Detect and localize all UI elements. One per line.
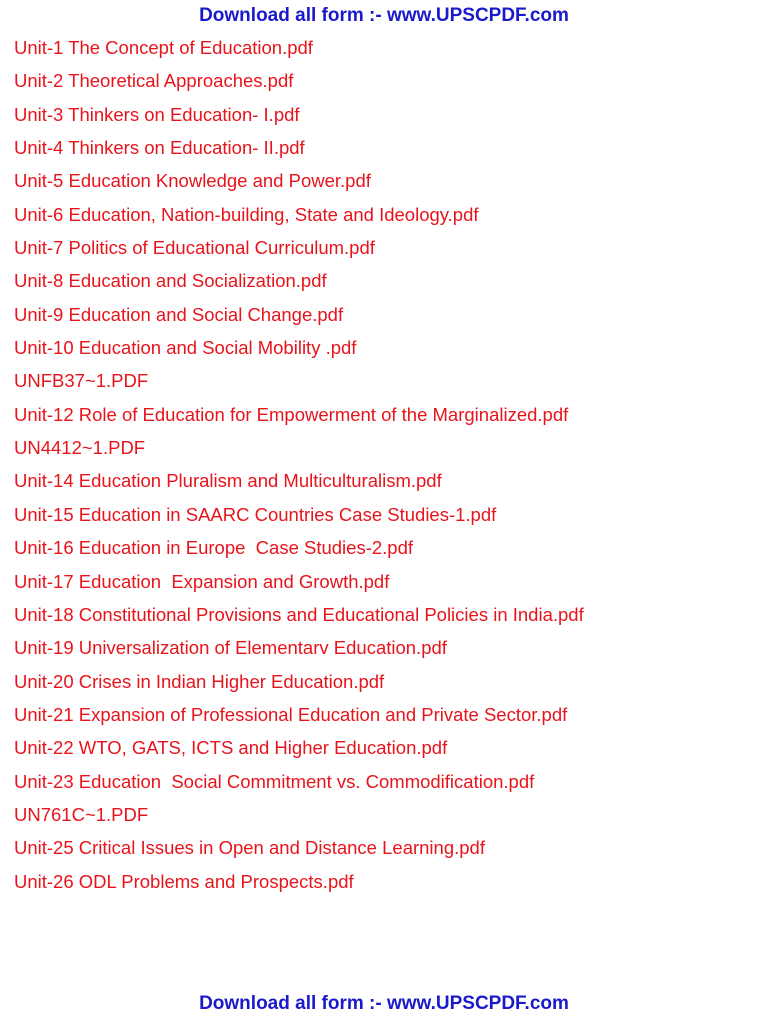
- file-link-unit-23[interactable]: Unit-23 Education Social Commitment vs. Commodification.pdf: [14, 770, 535, 792]
- file-link-un4412[interactable]: UN4412~1.PDF: [14, 437, 146, 459]
- file-link-unit-18[interactable]: Unit-18 Constitutional Provisions and Educational Policies in India.pdf: [14, 603, 584, 625]
- file-link-unit-26[interactable]: Unit-26 ODL Problems and Prospects.pdf: [14, 870, 354, 892]
- file-link-unit-21[interactable]: Unit-21 Expansion of Professional Education and Private Sector.pdf: [14, 703, 568, 725]
- file-link-unit-19[interactable]: Unit-19 Universalization of Elementarv Education.pdf: [14, 637, 447, 659]
- file-link-unit-14[interactable]: Unit-14 Education Pluralism and Multiculturalism.pdf: [14, 470, 442, 492]
- file-link-unit-6[interactable]: Unit-6 Education, Nation-building, State and Ideology.pdf: [14, 203, 479, 225]
- file-link-unit-25[interactable]: Unit-25 Critical Issues in Open and Distance Learning.pdf: [14, 837, 485, 859]
- file-list: [14, 36, 584, 903]
- file-link-unfb37[interactable]: UNFB37~1.PDF: [14, 370, 149, 392]
- file-link-unit-20[interactable]: Unit-20 Crises in Indian Higher Education.pdf: [14, 670, 385, 692]
- file-link-unit-3[interactable]: Unit-3 Thinkers on Education- I.pdf: [14, 103, 300, 125]
- file-link-unit-12[interactable]: Unit-12 Role of Education for Empowerment of the Marginalized.pdf: [14, 403, 569, 425]
- file-link-unit-4[interactable]: Unit-4 Thinkers on Education- II.pdf: [14, 137, 305, 159]
- file-link-unit-8[interactable]: Unit-8 Education and Socialization.pdf: [14, 270, 327, 292]
- footer-download-banner[interactable]: Download all form :- www.UPSCPDF.com: [199, 993, 569, 1014]
- file-link-unit-22[interactable]: Unit-22 WTO, GATS, ICTS and Higher Education.pdf: [14, 737, 448, 759]
- file-link-unit-5[interactable]: Unit-5 Education Knowledge and Power.pdf: [14, 170, 371, 192]
- file-link-unit-9[interactable]: Unit-9 Education and Social Change.pdf: [14, 303, 344, 325]
- file-link-unit-1[interactable]: Unit-1 The Concept of Education.pdf: [14, 37, 313, 58]
- file-link-un761c[interactable]: UN761C~1.PDF: [14, 803, 149, 825]
- file-link-unit-2[interactable]: Unit-2 Theoretical Approaches.pdf: [14, 70, 294, 92]
- file-link-unit-17[interactable]: Unit-17 Education Expansion and Growth.pdf: [14, 570, 390, 592]
- file-link-unit-15[interactable]: Unit-15 Education in SAARC Countries Case Studies-1.pdf: [14, 503, 497, 525]
- file-link-unit-7[interactable]: Unit-7 Politics of Educational Curriculum.pdf: [14, 237, 375, 259]
- file-link-unit-16[interactable]: Unit-16 Education in Europe Case Studies-2.pdf: [14, 537, 414, 559]
- file-link-unit-10[interactable]: Unit-10 Education and Social Mobility .pdf: [14, 337, 357, 359]
- header-download-banner[interactable]: Download all form :- www.UPSCPDF.com: [199, 5, 569, 26]
